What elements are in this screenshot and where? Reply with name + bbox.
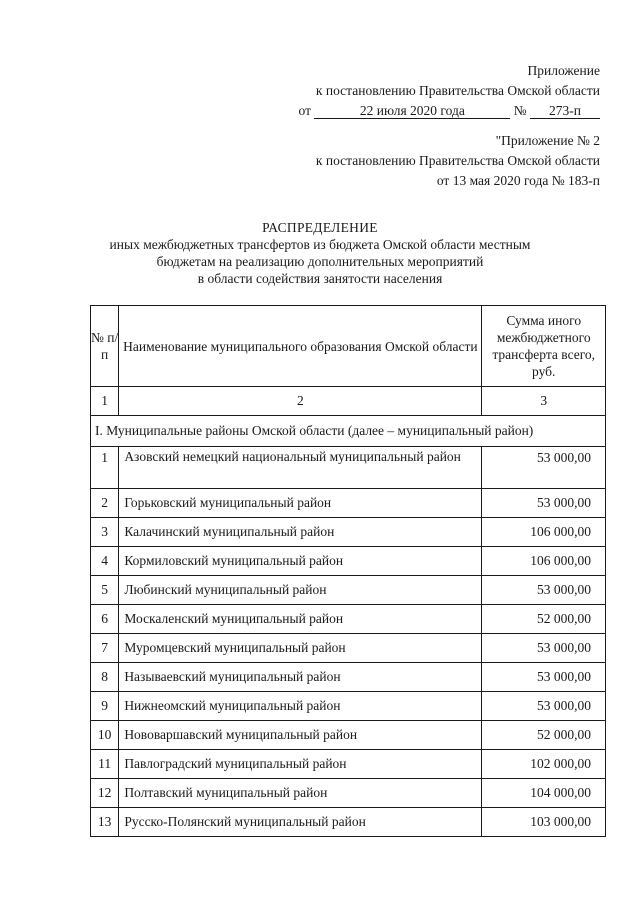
resolution-reference-original: к постановлению Правительства Омской области <box>315 153 600 168</box>
row-number: 4 <box>91 547 119 576</box>
row-sum: 52 000,00 <box>482 721 606 750</box>
header-number: № п/п <box>91 306 119 387</box>
appendix-header-original <box>316 131 600 191</box>
table-row <box>91 547 606 576</box>
section-row <box>91 416 606 447</box>
resolution-number: 273-п <box>530 103 600 119</box>
document-title <box>0 219 640 287</box>
table-row <box>91 489 606 518</box>
row-sum: 53 000,00 <box>482 663 606 692</box>
title-main: РАСПРЕДЕЛЕНИЕ <box>262 220 378 235</box>
table-row <box>91 779 606 808</box>
row-name: Называевский муниципальный район <box>119 663 482 692</box>
table-row <box>91 750 606 779</box>
row-sum: 53 000,00 <box>482 576 606 605</box>
section-title: I. Муниципальные районы Омской области (далее – муниципальный район) <box>91 416 606 447</box>
from-prefix: от <box>298 103 311 118</box>
row-number: 7 <box>91 634 119 663</box>
row-number: 8 <box>91 663 119 692</box>
row-sum: 102 000,00 <box>482 750 606 779</box>
column-number-row <box>91 387 606 416</box>
row-name: Нововаршавский муниципальный район <box>119 721 482 750</box>
column-number: 3 <box>482 387 606 416</box>
row-name: Горьковский муниципальный район <box>119 489 482 518</box>
row-sum: 53 000,00 <box>482 447 606 489</box>
table-header-row <box>91 306 606 387</box>
table-row <box>91 721 606 750</box>
row-sum: 53 000,00 <box>482 692 606 721</box>
row-name: Калачинский муниципальный район <box>119 518 482 547</box>
title-line-1: иных межбюджетных трансфертов из бюджета Омской области местным <box>109 237 531 252</box>
row-name: Павлоградский муниципальный район <box>119 750 482 779</box>
table-row <box>91 663 606 692</box>
title-line-2: бюджетам на реализацию дополнительных мероприятий <box>156 254 484 269</box>
title-line-3: в области содействия занятости населения <box>197 271 443 286</box>
table-row <box>91 634 606 663</box>
row-number: 13 <box>91 808 119 837</box>
row-name: Любинский муниципальный район <box>119 576 482 605</box>
table-row <box>91 518 606 547</box>
row-sum: 104 000,00 <box>482 779 606 808</box>
row-number: 11 <box>91 750 119 779</box>
resolution-date-original: от 13 мая 2020 года № 183-п <box>436 173 600 188</box>
row-sum: 53 000,00 <box>482 489 606 518</box>
row-number: 10 <box>91 721 119 750</box>
row-name: Полтавский муниципальный район <box>119 779 482 808</box>
table-row <box>91 692 606 721</box>
header-sum: Сумма иного межбюджетного трансферта всего, руб. <box>482 306 606 387</box>
row-name: Нижнеомский муниципальный район <box>119 692 482 721</box>
row-sum: 53 000,00 <box>482 634 606 663</box>
row-name: Муромцевский муниципальный район <box>119 634 482 663</box>
resolution-date-line <box>299 101 601 121</box>
row-number: 12 <box>91 779 119 808</box>
row-number: 9 <box>91 692 119 721</box>
row-name: Азовский немецкий национальный муниципальный район <box>119 447 482 489</box>
resolution-date: 22 июля 2020 года <box>314 103 510 119</box>
row-sum: 52 000,00 <box>482 605 606 634</box>
appendix-label: Приложение <box>527 63 600 78</box>
appendix-header <box>299 61 601 121</box>
table-row <box>91 808 606 837</box>
header-name: Наименование муниципального образования Омской области <box>119 306 482 387</box>
row-sum: 106 000,00 <box>482 547 606 576</box>
resolution-reference: к постановлению Правительства Омской области <box>315 83 600 98</box>
row-name: Москаленский муниципальный район <box>119 605 482 634</box>
distribution-table <box>90 305 606 837</box>
row-sum: 106 000,00 <box>482 518 606 547</box>
number-prefix: № <box>513 103 527 118</box>
table-row <box>91 576 606 605</box>
row-number: 3 <box>91 518 119 547</box>
row-number: 6 <box>91 605 119 634</box>
column-number: 1 <box>91 387 119 416</box>
table-row <box>91 447 606 489</box>
row-number: 1 <box>91 447 119 489</box>
row-name: Русско-Полянский муниципальный район <box>119 808 482 837</box>
column-number: 2 <box>119 387 482 416</box>
row-name: Кормиловский муниципальный район <box>119 547 482 576</box>
row-sum: 103 000,00 <box>482 808 606 837</box>
appendix-label-original: "Приложение № 2 <box>495 133 600 148</box>
table-row <box>91 605 606 634</box>
row-number: 2 <box>91 489 119 518</box>
row-number: 5 <box>91 576 119 605</box>
